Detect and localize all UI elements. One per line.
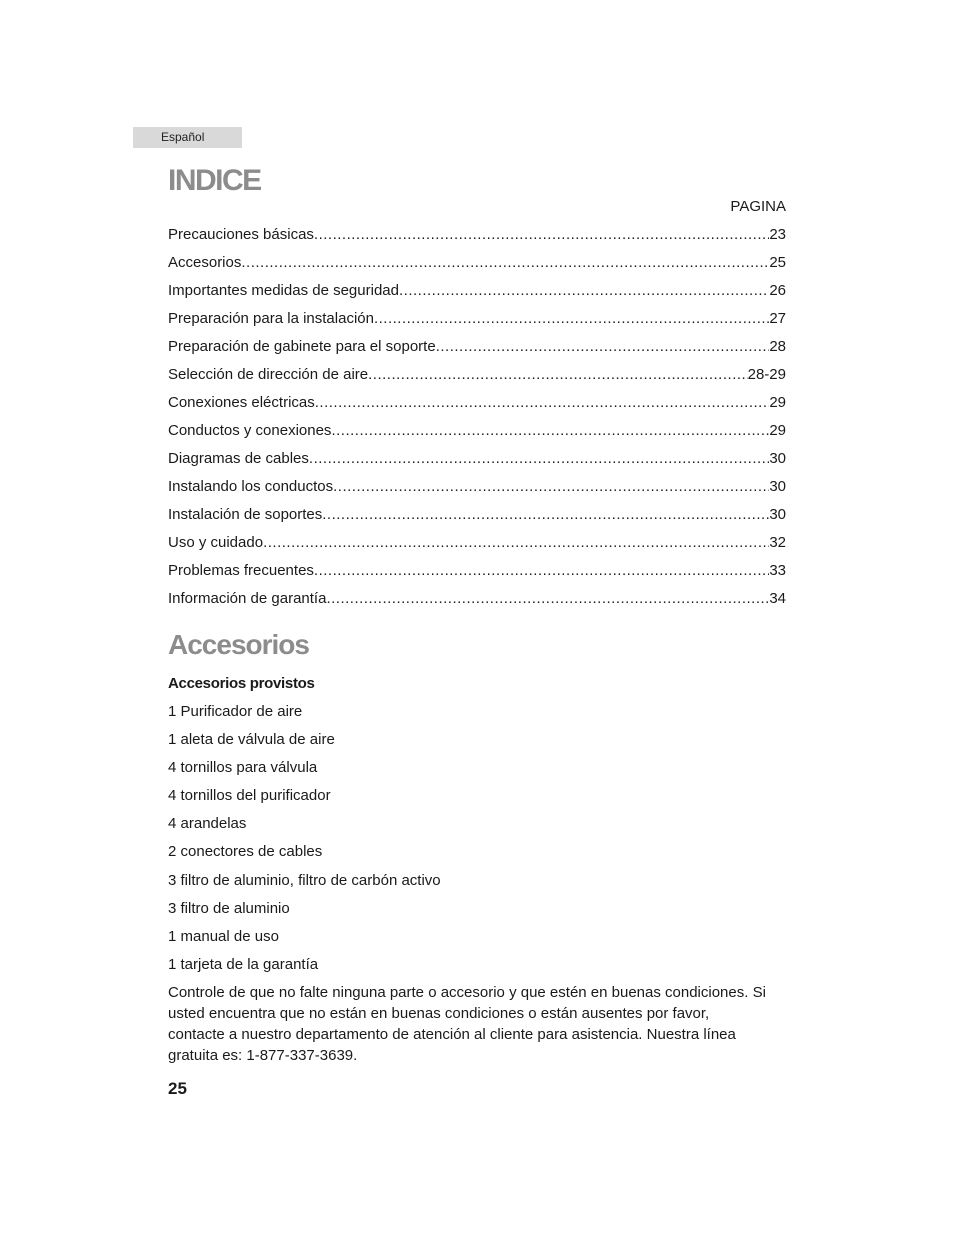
list-item: 4 tornillos del purificador (168, 787, 331, 805)
toc-entry (168, 308, 786, 336)
list-item: 4 tornillos para válvula (168, 759, 318, 777)
language-tab: Español (133, 127, 242, 148)
toc-entry-label: Diagramas de cables (168, 450, 309, 467)
dot-leader (399, 280, 769, 302)
toc-entry (168, 448, 786, 476)
toc-entry-label: Problemas frecuentes (168, 562, 314, 579)
accessories-note: Controle de que no falte ninguna parte o accesorio y que estén en buenas condiciones. Si usted encuentra que no están en buenas condiciones o están ausentes por favor, contacte a nuestro departamento de atención al cliente para asistencia. Nuestra línea gratuita es: 1-877-337-3639. (168, 984, 766, 1064)
toc-entry (168, 560, 786, 588)
index-title: INDICE (168, 164, 261, 197)
dot-leader (314, 560, 769, 582)
dot-leader (314, 224, 769, 246)
toc-entry-page: 23 (769, 226, 786, 243)
toc-entry-page: 33 (769, 562, 786, 579)
list-item: 1 manual de uso (168, 927, 279, 945)
dot-leader (322, 504, 769, 526)
dot-leader (374, 308, 769, 330)
dot-leader (263, 532, 769, 554)
toc-entry-label: Selección de dirección de aire (168, 366, 369, 383)
toc-entry-page: 30 (769, 450, 786, 467)
accessories-title: Accesorios (168, 629, 309, 660)
toc-entry (168, 420, 786, 448)
toc-entry-page: 34 (769, 590, 786, 607)
accessories-list (168, 701, 441, 982)
toc-entry (168, 476, 786, 504)
toc-entry-page: 29 (769, 394, 786, 411)
list-item: 1 tarjeta de la garantía (168, 955, 319, 973)
toc-entry-label: Instalación de soportes (168, 506, 323, 523)
dot-leader (368, 364, 748, 386)
list-item: 4 arandelas (168, 815, 247, 833)
dot-leader (315, 392, 770, 414)
toc-entry-label: Información de garantía (168, 590, 327, 607)
dot-leader (331, 420, 769, 442)
toc-entry-label: Accesorios (168, 254, 242, 271)
dot-leader (436, 336, 770, 358)
toc-entry-label: Precauciones básicas (168, 226, 314, 243)
toc-entry-label: Conductos y conexiones (168, 422, 332, 439)
table-of-contents (168, 224, 786, 616)
toc-entry-page: 28-29 (747, 366, 786, 383)
toc-entry-label: Uso y cuidado (168, 534, 264, 551)
list-item: 3 filtro de aluminio, filtro de carbón activo (168, 871, 441, 889)
dot-leader (333, 476, 769, 498)
toc-entry (168, 504, 786, 532)
list-item: 1 aleta de válvula de aire (168, 731, 335, 749)
toc-entry-label: Instalando los conductos (168, 478, 334, 495)
toc-entry (168, 392, 786, 420)
toc-entry-page: 32 (769, 534, 786, 551)
toc-entry (168, 224, 786, 252)
toc-entry-label: Preparación para la instalación (168, 310, 374, 327)
dot-leader (241, 252, 769, 274)
accessories-subtitle: Accesorios provistos (168, 675, 315, 692)
toc-entry-page: 30 (769, 478, 786, 495)
toc-entry (168, 336, 786, 364)
toc-entry-page: 25 (769, 254, 786, 271)
list-item: 2 conectores de cables (168, 843, 323, 861)
toc-entry (168, 588, 786, 616)
toc-entry-label: Importantes medidas de seguridad (168, 282, 399, 299)
toc-entry-page: 29 (769, 422, 786, 439)
toc-entry-label: Preparación de gabinete para el soporte (168, 338, 436, 355)
toc-entry-page: 30 (769, 506, 786, 523)
page-column-header: PAGINA (730, 198, 786, 215)
list-item: 3 filtro de aluminio (168, 899, 290, 917)
page-number: 25 (168, 1079, 187, 1098)
toc-entry-page: 27 (769, 310, 786, 327)
toc-entry (168, 532, 786, 560)
toc-entry (168, 280, 786, 308)
toc-entry (168, 364, 786, 392)
toc-entry-page: 26 (769, 282, 786, 299)
toc-entry-label: Conexiones eléctricas (168, 394, 315, 411)
dot-leader (309, 448, 769, 470)
dot-leader (326, 588, 769, 610)
list-item: 1 Purificador de aire (168, 703, 303, 720)
toc-entry-page: 28 (769, 338, 786, 355)
toc-entry (168, 252, 786, 280)
